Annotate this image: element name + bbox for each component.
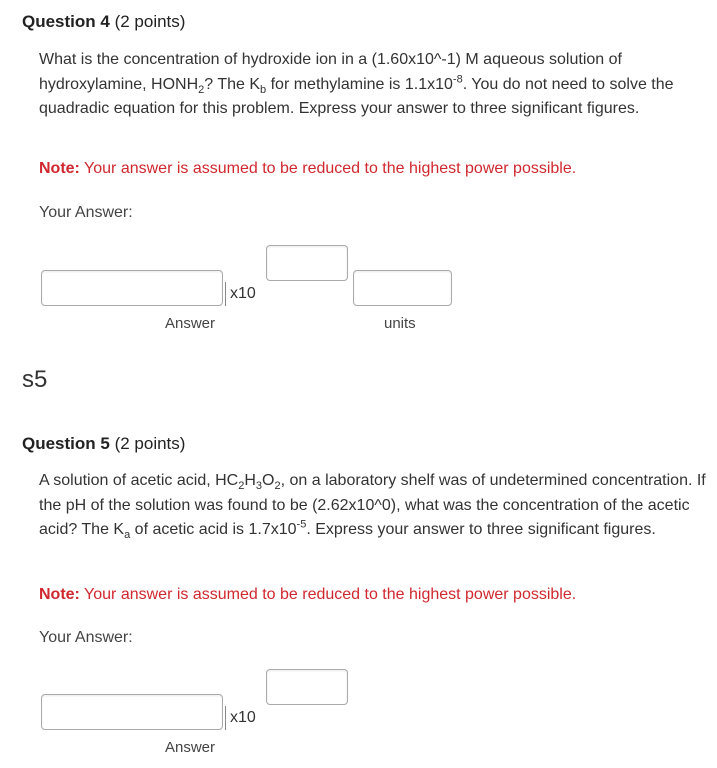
q4-text-1: What is the concentration of hydroxide ion in a (1.60x10^-1) M aqueous solution of hydroxylamine, HONH	[39, 51, 622, 93]
q4-units-input[interactable]	[353, 270, 452, 306]
q4-sub-b: b	[260, 83, 267, 96]
q5-text-2: H	[244, 472, 256, 489]
question-5-title	[22, 434, 185, 454]
q4-x10-label: x10	[225, 282, 256, 306]
q5-text-3: O	[262, 472, 275, 489]
q5-note-label: Note:	[39, 586, 80, 603]
q5-sub-2: 3	[255, 480, 263, 493]
q5-sub-1: 2	[238, 480, 245, 493]
q5-answer-caption: Answer	[165, 739, 216, 756]
q5-sup-exp: -5	[296, 518, 307, 531]
q4-mantissa-input[interactable]	[41, 270, 223, 306]
q5-x10-label: x10	[225, 706, 256, 730]
q5-sub-3: 2	[274, 480, 281, 493]
question-4-text	[39, 48, 709, 122]
q4-note-label: Note:	[39, 160, 80, 177]
q5-text-5: of acetic acid is 1.7x10	[130, 521, 297, 538]
q4-sup-exp: -8	[452, 73, 463, 86]
q4-text-4: . You do not need to solve the quadradic equation for this problem. Express your answer to three significant figures.	[39, 75, 674, 117]
question-4-points: (2 points)	[109, 12, 186, 31]
q5-note-text: Your answer is assumed to be reduced to the highest power possible.	[79, 586, 577, 603]
q5-mantissa-input[interactable]	[41, 694, 223, 730]
q5-text-1: A solution of acetic acid, HC	[39, 472, 239, 489]
q4-exponent-input[interactable]	[266, 245, 348, 281]
question-4-your-answer-label: Your Answer:	[39, 204, 133, 221]
section-separator-text: s5	[22, 366, 48, 393]
q4-text-2: ? The K	[204, 75, 261, 93]
question-4-heading: Question 4	[22, 12, 110, 31]
q5-exponent-input[interactable]	[266, 669, 348, 705]
q4-units-caption: units	[384, 315, 416, 332]
q5-sub-a: a	[124, 529, 131, 542]
q4-note-text: Your answer is assumed to be reduced to the highest power possible.	[79, 160, 577, 177]
question-5-your-answer-label: Your Answer:	[39, 629, 133, 646]
question-4-note	[39, 160, 576, 178]
q4-answer-caption: Answer	[165, 315, 216, 332]
q5-text-4: , on a laboratory shelf was of undetermined concentration. If the pH of the solution was found to be (2.62x10^0), what was the concentration of the acetic acid? The K	[39, 472, 706, 538]
q4-sub-2: 2	[198, 83, 205, 96]
question-4-title	[22, 12, 185, 32]
question-5-text	[39, 469, 709, 543]
q4-text-3: for methylamine is 1.1x10	[266, 75, 453, 93]
question-5-note	[39, 586, 576, 604]
q5-text-6: . Express your answer to three significant figures.	[306, 521, 656, 538]
question-5-heading: Question 5	[22, 434, 110, 453]
question-5-points: (2 points)	[109, 434, 186, 453]
